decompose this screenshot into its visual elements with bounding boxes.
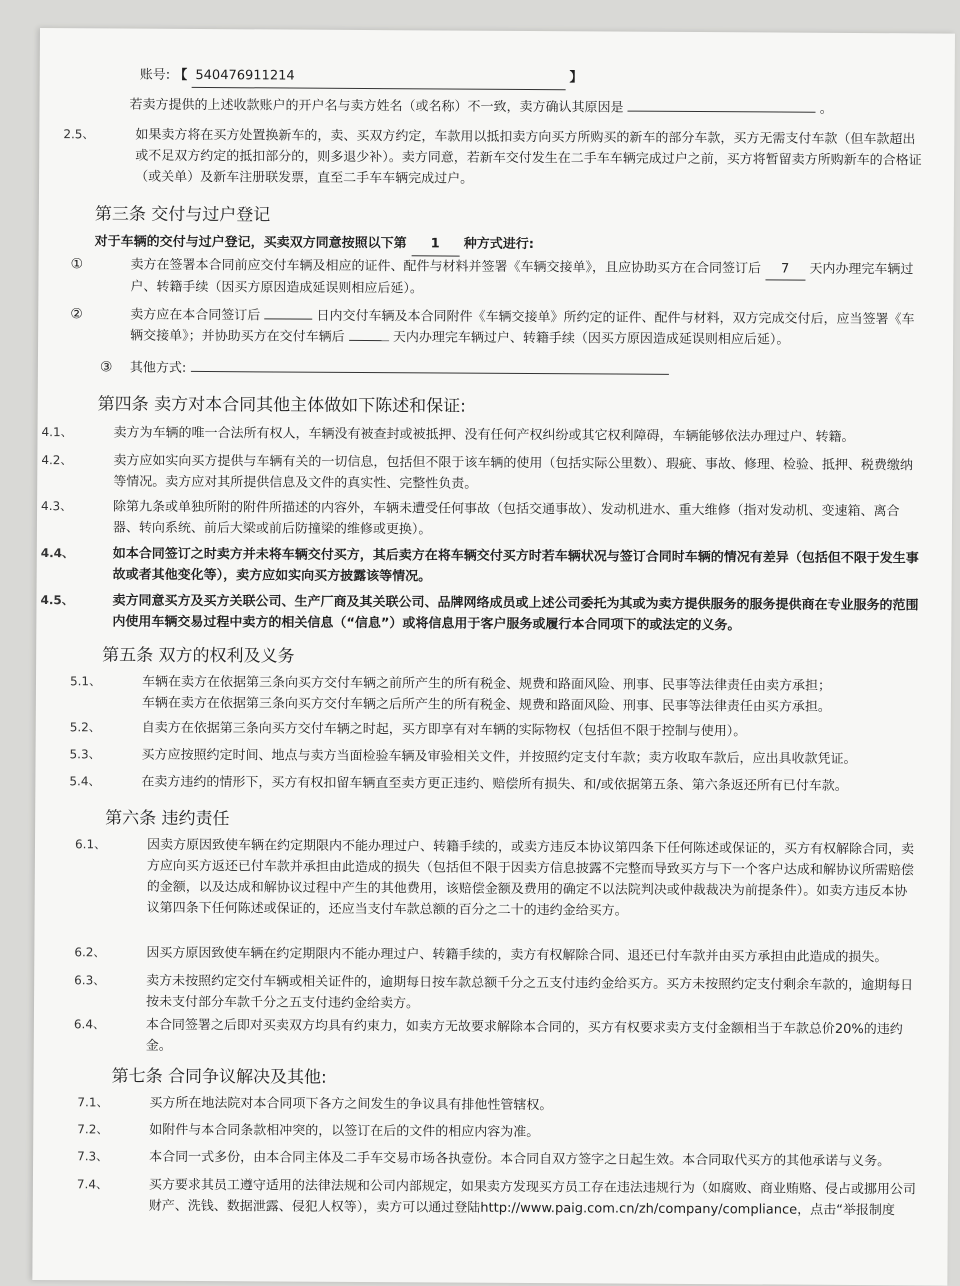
mismatch-end: 。 (819, 101, 833, 117)
option-2 (70, 304, 917, 351)
clause-text: 自卖方在依据第三条向买方交付车辆之时起，买方即享有对车辆的实际物权（包括但不限于控制与使用）。 (141, 720, 747, 740)
clause-number: 5.4、 (69, 774, 101, 789)
clause-2-5 (63, 124, 924, 192)
article-7-title: 第七条 合同争议解决及其他: (111, 1066, 327, 1088)
option-3-blank (190, 371, 668, 375)
clause-number: 4.2、 (41, 453, 73, 468)
article-3-title: 第三条 交付与过户登记 (94, 204, 271, 226)
clause-5-1 (69, 671, 921, 718)
option-1-mark: ① (70, 256, 84, 273)
clause-5-3 (69, 744, 920, 770)
option-2-text-a: 卖方应在本合同签订后 (130, 307, 261, 324)
clause-7-1 (77, 1092, 918, 1118)
clause-text: 卖方未按照约定交付车辆或相关证件的，逾期每日按车款总额千分之五支付违约金给买方。买方未按照约定支付剩余车款的，逾期每日按未支付部分车款千分之五支付违约金给卖方。 (146, 973, 914, 1012)
clause-6-4 (73, 1014, 919, 1061)
clause-text: 买方应按照约定时间、地点与卖方当面检验车辆及审验相关文件，并按照约定支付车款；卖方收取车款后，应出具收款凭证。 (141, 747, 857, 768)
intro-text-b: 种方式进行: (463, 236, 535, 253)
clause-4-1 (41, 422, 922, 448)
clause-text: 卖方同意买方及买方关联公司、生产厂商及其关联公司、品牌网络成员或上述公司委托为其或为卖方提供服务的服务提供商在专业服务的范围内使用车辆交易过程中卖方的相关信息（“信息”）或将信息用于客户服务或履行本合同项下的或法定的义务。 (112, 593, 919, 634)
clause-7-4 (76, 1174, 918, 1221)
clause-number: 5.1、 (69, 674, 102, 689)
clause-4-5 (40, 590, 921, 637)
clause-4-2 (41, 450, 922, 497)
clause-text: 卖方应如实向买方提供与车辆有关的一切信息，包括但不限于该车辆的使用（包括实际公里数）、瑕疵、事故、修理、检验、抵押、税费缴纳等情况。卖方应对其所提供信息及文件的真实性、完整性负责。 (113, 453, 913, 492)
clause-number: 4.3、 (41, 499, 73, 514)
clause-7-3 (77, 1146, 918, 1172)
clause-number: 6.4、 (73, 1017, 106, 1032)
clause-number: 6.3、 (74, 973, 106, 988)
clause-text: 因卖方原因致使车辆在约定期限内不能办理过户、转籍手续的，或卖方违反本协议第四条下任何陈述或保证的，买方有权解除合同，卖方应向买方返还已付车款并承担由此造成的损失（包括但不限于因卖方信息披露不完整而导致买方与下一个客户达成和解协议所需赔偿的金额，以及达成和解协议过程中产生的其他费用，该赔偿金额及费用的确定不以法院判决或仲裁裁决为前提条件）。如卖方违反本协议第四条下任何陈述或保证的，还应当支付车款总额的百分之二十的违约金给买方。 (146, 837, 915, 919)
account-bracket-open: 【 (174, 67, 188, 83)
clause-number: 7.4、 (76, 1177, 109, 1192)
clause-text: 本合同签署之后即对买卖双方均具有约束力，如卖方无故要求解除本合同的，买方有权要求卖方支付金额相当于车款总价20%的违约金。 (145, 1017, 903, 1054)
article-6-title: 第六条 违约责任 (105, 808, 230, 830)
clause-6-1 (74, 834, 920, 923)
name-mismatch-text: 若卖方提供的上述收款账户的开户名与卖方姓名（或名称）不一致，卖方确认其原因是 (129, 97, 624, 116)
clause-text: 除第九条或单独所附的附件所描述的内容外，车辆未遭受任何事故（包括交通事故）、发动机进水、重大维修（指对发动机、变速箱、离合器、转向系统、前后大梁或前后防撞梁的维修或更换）。 (112, 499, 900, 538)
clause-number: 2.5、 (63, 127, 95, 142)
option-2-mark: ② (70, 306, 83, 323)
clause-text: 如本合同签订之时卖方并未将车辆交付买方，其后卖方在将车辆交付买方时若车辆状况与签订合同时车辆的情况有差异（包括但不限于发生事故或者其他变化等），卖方应如实向买方披露该等情况。 (112, 546, 919, 585)
name-mismatch-line (129, 95, 934, 122)
clause-4-3 (41, 496, 922, 543)
account-line (140, 65, 935, 93)
contract-page (32, 28, 955, 1286)
option-1-text-b: 天内办理完车辆过户、转籍手续（因买方原因造成延误则相应后延）。 (130, 261, 914, 297)
clause-text: 如果卖方将在买方处置换新车的，卖、买双方约定，车款用以抵扣卖方向买方所购买的新车的部分车款，买方无需支付车款（但车款超出或不足双方约定的抵扣部分的，则多退少补）。卖方同意，若新车交付发生在二手车车辆完成过户之前，买方将暂留卖方所购新车的合格证（或关单）及新车注册联发票，直至二手车车辆完成过户。 (135, 127, 922, 187)
option-2-text-c: 天内办理完车辆过户、转籍手续（因买方原因造成延误则相应后延）。 (392, 330, 790, 348)
option-3-mark: ③ (99, 359, 113, 376)
option-3-text: 其他方式: (129, 360, 187, 376)
clause-7-2 (77, 1119, 918, 1145)
clause-text: 卖方为车辆的唯一合法所有权人，车辆没有被查封或被抵押、没有任何产权纠纷或其它权利障碍，车辆能够依法办理过户、转籍。 (113, 425, 855, 445)
method-choice: 1 (411, 233, 459, 256)
clause-number: 5.2、 (69, 720, 101, 735)
clause-text: 买方要求其员工遵守适用的法律法规和公司内部规定，如果卖方发现买方员工存在违法违规行为（如腐败、商业贿赂、侵占或挪用公司财产、洗钱、数据泄露、侵犯人权等），卖方可以通过登陆http://www.paig.com.cn/zh/company/compliance，点击“举报制度 (148, 1177, 916, 1219)
clause-number: 4.1、 (41, 425, 73, 440)
option-1 (70, 254, 917, 302)
account-label: 账号: (139, 67, 171, 83)
clause-text: 车辆在卖方在依据第三条向买方交付车辆之前所产生的所有税金、规费和路面风险、刑事、民事等法律责任由卖方承担； (141, 674, 832, 694)
clause-number: 4.5、 (40, 593, 74, 608)
clause-number: 6.1、 (74, 837, 107, 852)
clause-number: 7.3、 (77, 1149, 109, 1164)
clause-text: 因买方原因致使车辆在约定期限内不能办理过户、转籍手续的，卖方有权解除合同、退还已付车款并由买方承担由此造成的损失。 (146, 945, 888, 966)
option-2-text-b: 日内交付车辆及本合同附件《车辆交接单》所约定的证件、配件与材料，双方完成交付后，应当签署《车辆交接单》；并协助买方在交付车辆后 (130, 308, 915, 345)
clause-number: 6.2、 (74, 945, 106, 960)
option-2-days-blank (264, 318, 312, 319)
option-3 (100, 356, 933, 384)
mismatch-reason-blank (628, 111, 816, 113)
option-2-transfer-days-blank (349, 340, 389, 341)
clause-4-4 (40, 543, 922, 590)
clause-text: 本合同一式多份，由本合同主体及二手车交易市场各执壹份。本合同自双方签字之日起生效。本合同取代买方的其他承诺与义务。 (149, 1149, 891, 1170)
account-number: 540476911214 (191, 65, 565, 90)
clause-text: 买方所在地法院对本合同项下各方之间发生的争议具有排他性管辖权。 (149, 1095, 553, 1114)
clause-6-3 (74, 970, 919, 1017)
clause-number: 7.1、 (77, 1095, 109, 1110)
clause-5-4 (69, 771, 920, 797)
option-1-text-a: 卖方在签署本合同前应交付车辆及相应的证件、配件与材料并签署《车辆交接单》，且应协助买方在合同签订后 (130, 257, 762, 277)
article-4-title: 第四条 卖方对本合同其他主体做如下陈述和保证: (97, 394, 466, 417)
clause-text: 在卖方违约的情形下，买方有权扣留车辆直至卖方更正违约、赔偿所有损失、和/或依据第五条、第六条返还所有已付车款。 (141, 774, 848, 794)
clause-text-2: 车辆在卖方在依据第三条向买方交付车辆之后所产生的所有税金、规费和路面风险、刑事、民事等法律责任由买方承担。 (141, 695, 831, 715)
account-bracket-close: 】 (569, 70, 583, 86)
clause-number: 7.2、 (77, 1122, 109, 1137)
clause-5-2 (69, 717, 921, 743)
clause-number: 4.4、 (40, 546, 75, 561)
article-5-title: 第五条 双方的权利及义务 (102, 645, 295, 667)
intro-text-a: 对于车辆的交付与过户登记，买卖双方同意按照以下第 (94, 234, 407, 252)
clause-number: 5.3、 (69, 747, 101, 762)
option-1-days: 7 (765, 258, 805, 280)
clause-6-2 (74, 942, 919, 968)
clause-text: 如附件与本合同条款相冲突的，以签订在后的文件的相应内容为准。 (149, 1122, 540, 1141)
